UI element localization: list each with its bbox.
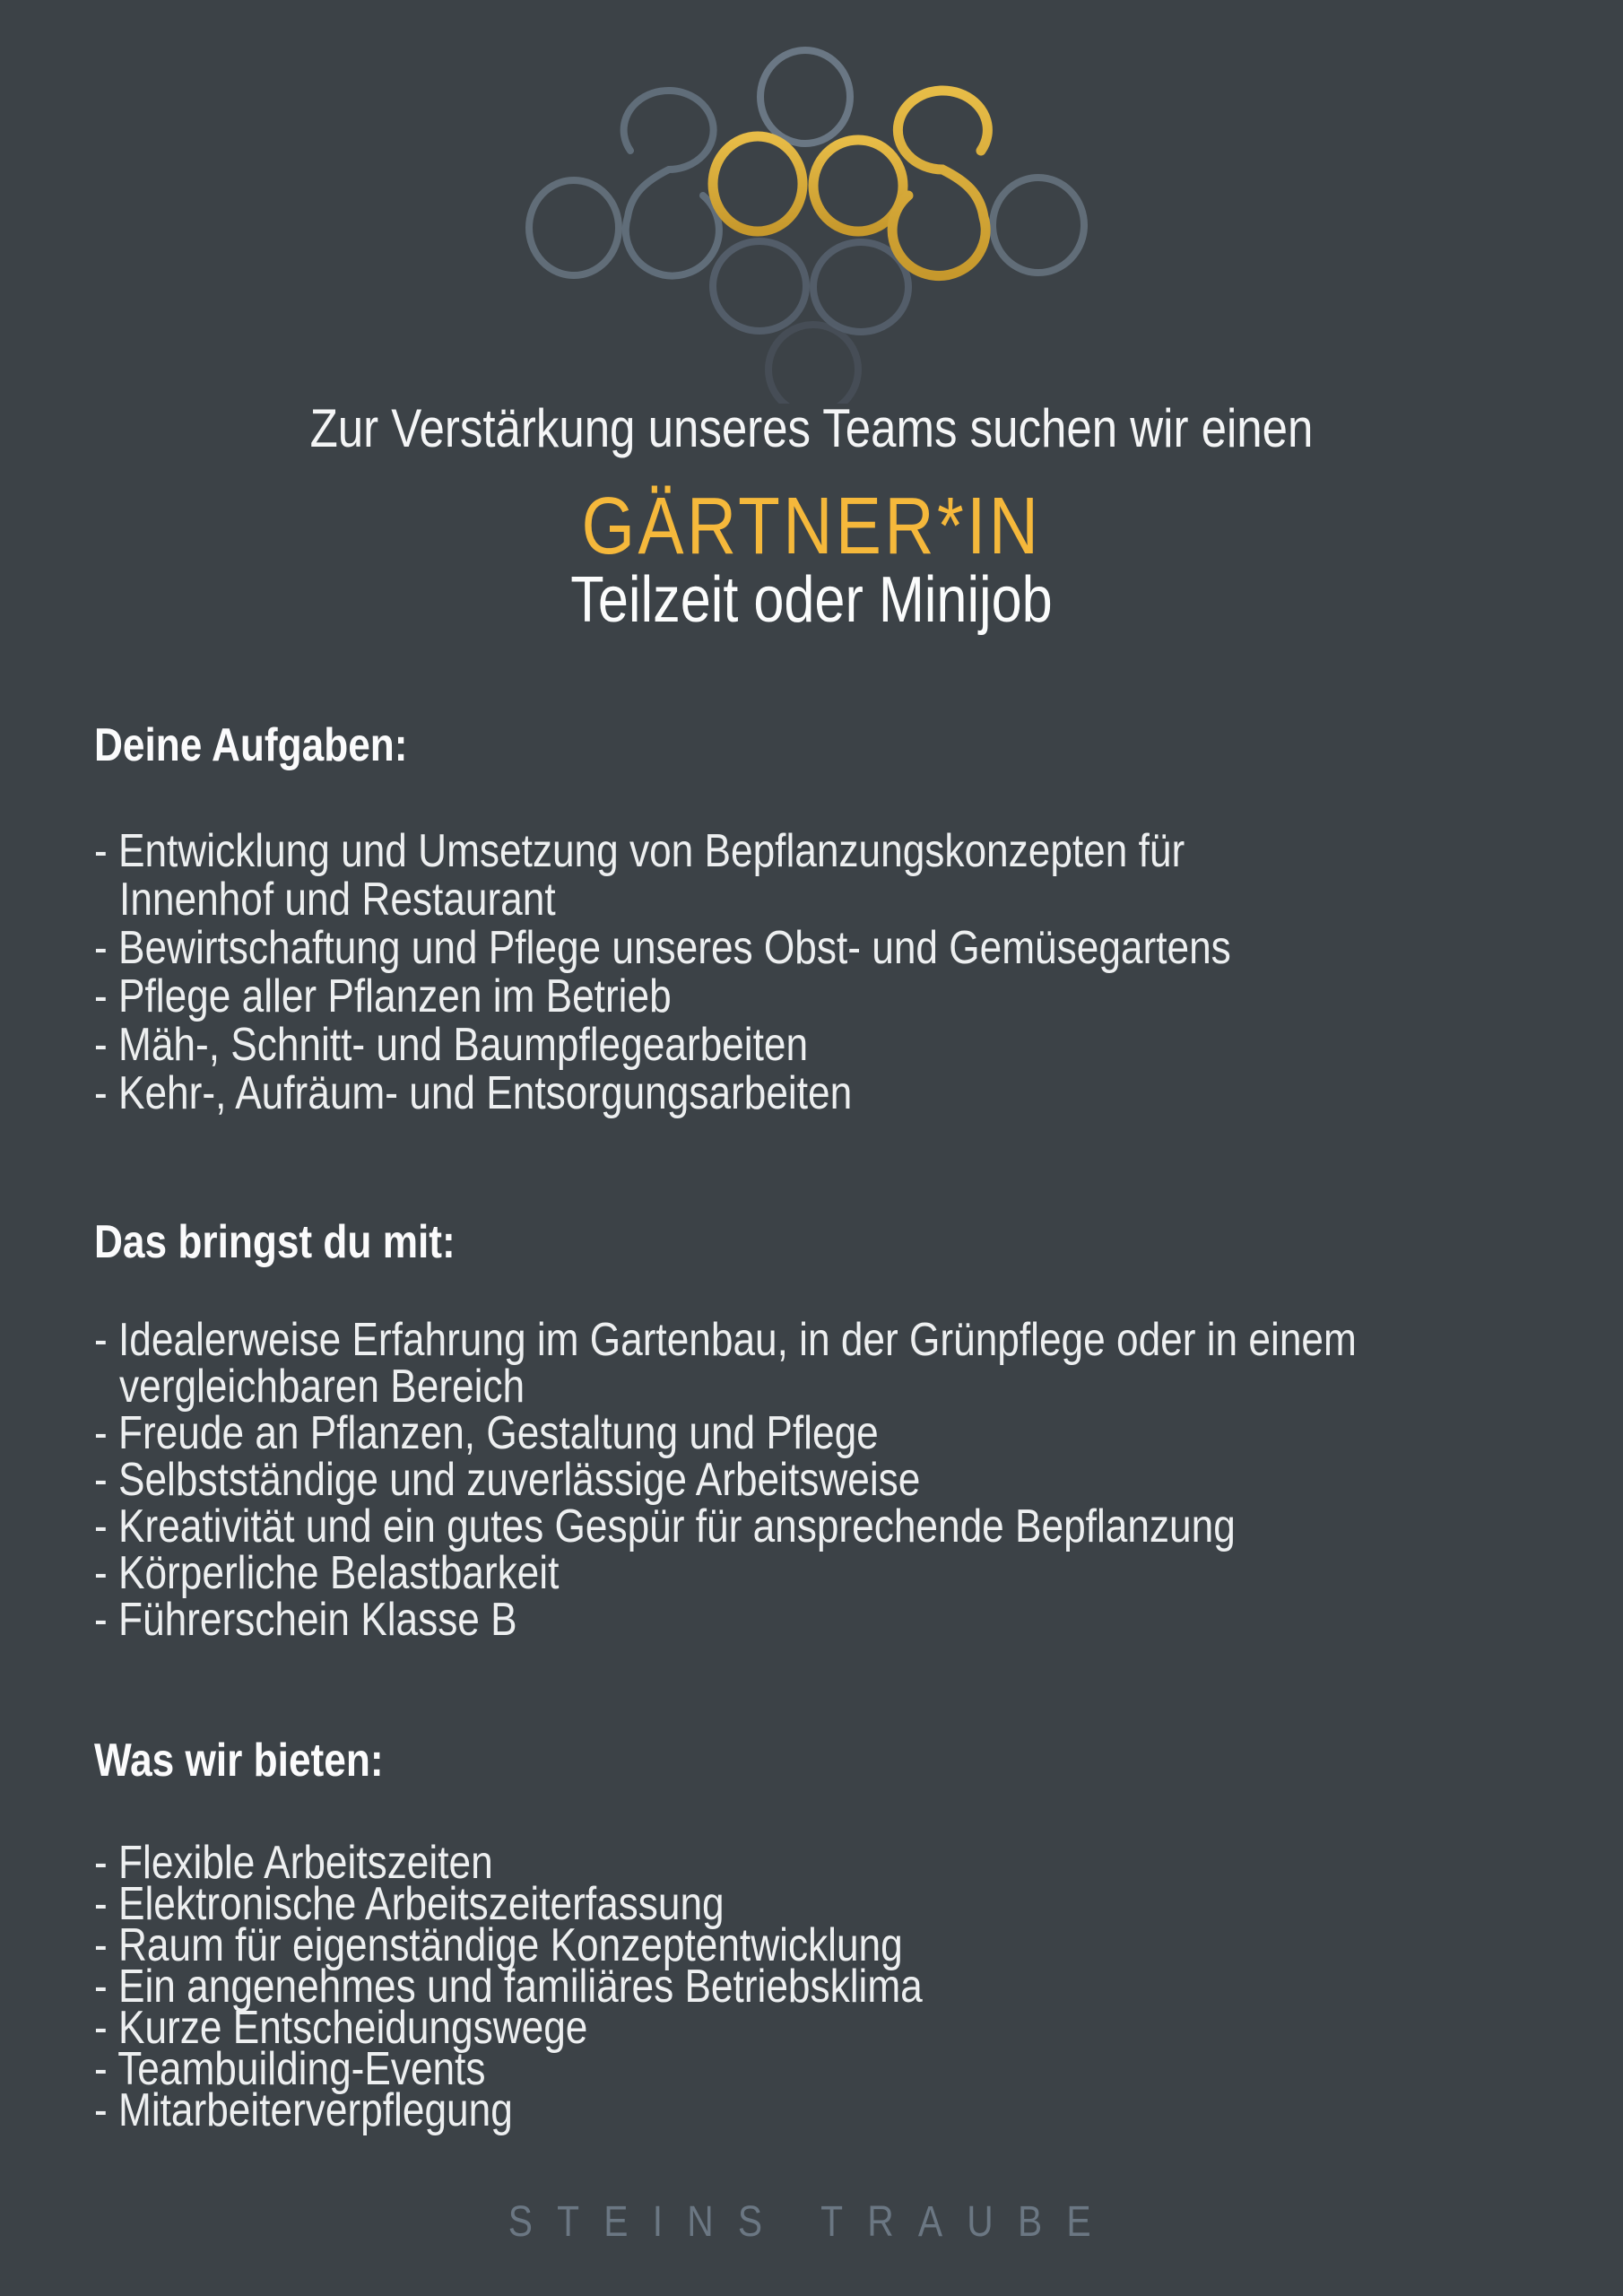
logo-ring-top <box>760 50 850 144</box>
list-item-line-continued: vergleichbaren Bereich <box>119 1361 525 1413</box>
job-title: GÄRTNER*IN <box>581 482 1042 571</box>
list-item <box>94 1594 1348 1646</box>
section-heading: Was wir bieten: <box>94 1735 384 1787</box>
section-tasks <box>94 719 1569 1119</box>
list-item <box>94 972 1348 1021</box>
section-heading: Deine Aufgaben: <box>94 719 408 771</box>
list-item-line: - Kreativität und ein gutes Gespür für ansprechende Bepflanzung <box>94 1500 1236 1552</box>
list-item-line: - Idealerweise Erfahrung im Gartenbau, in der Grünpflege oder in einem <box>94 1314 1357 1366</box>
list-item <box>94 1500 1348 1552</box>
list-item <box>94 1314 1357 1413</box>
list-item-line: - Mitarbeiterverpflegung <box>94 2084 513 2136</box>
list-item-line: - Entwicklung und Umsetzung von Bepflanzungskonzepten für <box>94 825 1185 877</box>
logo-ring-right <box>993 178 1084 273</box>
brand-footer <box>0 2199 1623 2246</box>
list-item-line: - Pflege aller Pflanzen im Betrieb <box>94 970 672 1022</box>
aps-logo <box>525 45 1098 404</box>
brand-text: STEINS TRAUBE <box>508 2198 1115 2246</box>
benefits-list <box>94 1837 1348 2136</box>
list-item-line: - Kurze Entscheidungswege <box>94 2002 588 2054</box>
list-item-line: - Kehr-, Aufräum- und Entsorgungsarbeiten <box>94 1067 853 1119</box>
list-item <box>94 1547 1348 1599</box>
list-item-line: - Führerschein Klasse B <box>94 1594 517 1646</box>
task-list <box>94 827 1348 1118</box>
list-item-line: - Mäh-, Schnitt- und Baumpflegearbeiten <box>94 1019 809 1071</box>
section-profile <box>94 1216 1569 1646</box>
list-item-line: - Flexible Arbeitszeiten <box>94 1837 493 1889</box>
list-item <box>94 1069 1348 1118</box>
logo-ring-bottom-right <box>813 242 908 332</box>
logo-ring-left <box>529 180 619 275</box>
list-item-line: - Teambuilding-Events <box>94 2043 486 2095</box>
list-item <box>94 2084 1348 2136</box>
logo-mirrored-s <box>624 91 719 275</box>
list-item-line-continued: Innenhof und Restaurant <box>119 874 556 926</box>
list-item <box>94 924 1348 972</box>
list-item <box>94 1021 1348 1069</box>
list-item-line: - Freude an Pflanzen, Gestaltung und Pflege <box>94 1407 879 1459</box>
list-item-line: - Elektronische Arbeitszeiterfassung <box>94 1878 725 1930</box>
section-heading: Das bringst du mit: <box>94 1216 456 1268</box>
logo-ring-bottom-left <box>713 241 806 331</box>
section-benefits <box>94 1735 1569 2136</box>
list-item <box>94 1454 1348 1506</box>
list-item-line: - Raum für eigenständige Konzeptentwicklung <box>94 1919 903 1971</box>
list-item <box>94 827 1348 924</box>
profile-list <box>94 1314 1357 1646</box>
list-item-line: - Bewirtschaftung und Pflege unseres Obst- und Gemüsegartens <box>94 922 1231 974</box>
list-item <box>94 1407 1348 1459</box>
list-item-line: - Selbstständige und zuverlässige Arbeitsweise <box>94 1454 921 1506</box>
employment-type: Teilzeit oder Minijob <box>570 564 1053 636</box>
list-item-line: - Körperliche Belastbarkeit <box>94 1547 560 1599</box>
intro-line: Zur Verstärkung unseres Teams suchen wir einen <box>309 398 1314 458</box>
list-item-line: - Ein angenehmes und familiäres Betriebsklima <box>94 1961 923 2013</box>
logo-letter-a-bowl <box>713 136 803 231</box>
